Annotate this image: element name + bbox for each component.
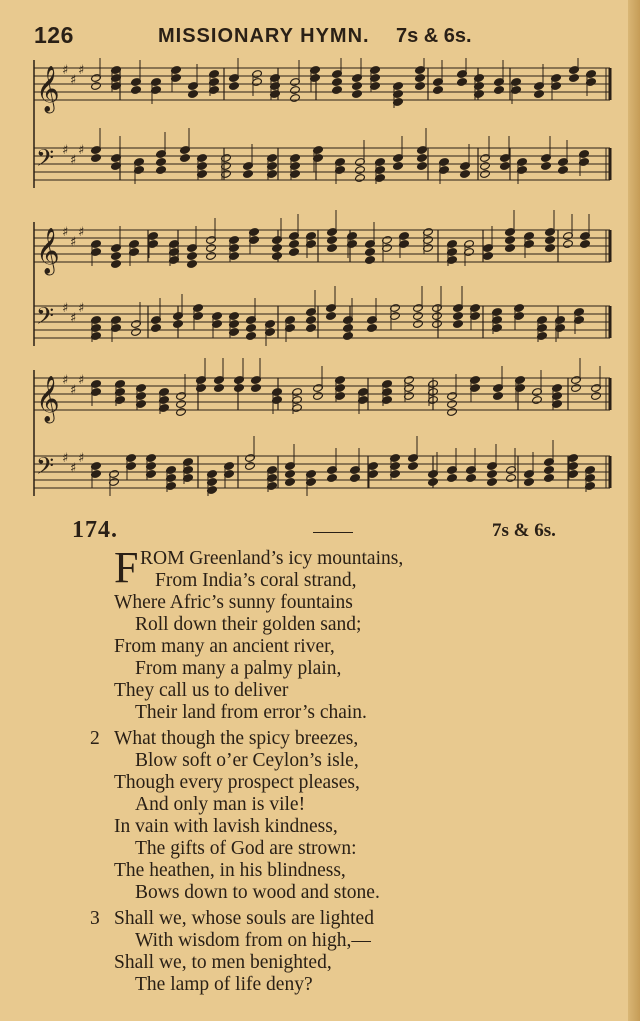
note-head [466, 474, 477, 483]
note-head [365, 248, 376, 257]
verse-line: Bows down to wood and stone. [135, 882, 380, 903]
note-head [196, 384, 207, 393]
note-head [332, 78, 343, 87]
sharp-icon: ♯ [62, 301, 69, 316]
music-score [28, 58, 616, 518]
note-head [563, 240, 574, 249]
note-head [131, 86, 142, 95]
sharp-icon: ♯ [62, 63, 69, 78]
note-head [494, 86, 505, 95]
note-head [243, 170, 254, 179]
note-head [480, 162, 491, 171]
verse-line: Roll down their golden sand; [135, 614, 362, 635]
verse-line: In vain with lavish kindness, [114, 816, 338, 837]
note-head [544, 466, 555, 475]
note-head [206, 252, 217, 261]
verse-line: The heathen, in his blindness, [114, 860, 346, 881]
note-head [246, 332, 257, 341]
note-head [447, 474, 458, 483]
note-head [246, 324, 257, 333]
note-head [355, 174, 366, 183]
note-head [487, 478, 498, 487]
note-head [453, 320, 464, 329]
note-head [365, 256, 376, 265]
note-head [306, 324, 317, 333]
verse-line: What though the spicy breezes, [114, 728, 359, 749]
note-head [285, 470, 296, 479]
note-head [326, 312, 337, 321]
note-head [487, 470, 498, 479]
note-head [545, 244, 556, 253]
hymn-meter: 7s & 6s. [492, 520, 556, 541]
note-head [289, 240, 300, 249]
verse-line: From India’s coral strand, [155, 570, 357, 591]
running-title: MISSIONARY HYMN. [158, 25, 370, 47]
treble-clef-icon: 𝄞 [36, 228, 60, 274]
note-head [505, 236, 516, 245]
note-head [188, 90, 199, 99]
verse-line: Their land from error’s chain. [135, 702, 367, 723]
note-head [173, 320, 184, 329]
note-head [415, 74, 426, 83]
sharp-icon: ♯ [62, 143, 69, 158]
note-head [408, 462, 419, 471]
note-head [413, 312, 424, 321]
sharp-icon: ♯ [78, 373, 85, 388]
note-head [480, 170, 491, 179]
note-head [111, 260, 122, 269]
sharp-icon: ♯ [78, 63, 85, 78]
verse-line: From many a palmy plain, [135, 658, 342, 679]
note-head [313, 392, 324, 401]
page-number: 126 [34, 22, 74, 48]
note-head [214, 384, 225, 393]
sharp-icon: ♯ [78, 225, 85, 240]
note-head [545, 236, 556, 245]
note-head [591, 392, 602, 401]
note-head [544, 474, 555, 483]
note-head [91, 82, 102, 91]
note-head [306, 316, 317, 325]
sharp-icon: ♯ [78, 143, 85, 158]
note-head [251, 384, 262, 393]
note-head [151, 324, 162, 333]
note-head [428, 478, 439, 487]
note-head [447, 400, 458, 409]
sharp-icon: ♯ [70, 153, 77, 168]
note-head [131, 328, 142, 337]
hymn-heading [0, 515, 640, 551]
sharp-icon: ♯ [78, 301, 85, 316]
sharp-icon: ♯ [70, 73, 77, 88]
verse-line: They call us to deliver [114, 680, 289, 701]
sharp-icon: ♯ [62, 373, 69, 388]
hymn-number: 174. [72, 517, 118, 543]
note-head [352, 82, 363, 91]
note-head [187, 260, 198, 269]
note-head [580, 240, 591, 249]
note-head [327, 236, 338, 245]
verse-line: ROM Greenland’s icy mountains, [140, 548, 404, 569]
note-head [393, 162, 404, 171]
note-head [558, 166, 569, 175]
note-head [506, 474, 517, 483]
note-head [285, 478, 296, 487]
note-head [534, 90, 545, 99]
verse-number: 2 [90, 728, 100, 749]
sharp-icon: ♯ [62, 451, 69, 466]
verse-line: From many an ancient river, [114, 636, 335, 657]
sharp-icon: ♯ [70, 383, 77, 398]
note-head [327, 474, 338, 483]
note-head [245, 462, 256, 471]
note-head [156, 158, 167, 167]
note-head [343, 324, 354, 333]
note-head [413, 320, 424, 329]
note-head [352, 90, 363, 99]
page-edge [628, 0, 640, 1021]
running-meter: 7s & 6s. [396, 25, 472, 47]
note-head [483, 252, 494, 261]
verse-line: Where Afric’s sunny fountains [114, 592, 353, 613]
verse-line: Shall we, whose souls are lighted [114, 908, 374, 929]
note-head [500, 162, 511, 171]
note-head [332, 86, 343, 95]
note-head [187, 252, 198, 261]
note-head [111, 252, 122, 261]
note-head [433, 86, 444, 95]
note-head [156, 166, 167, 175]
note-head [493, 392, 504, 401]
sharp-icon: ♯ [70, 235, 77, 250]
note-head [417, 154, 428, 163]
note-head [327, 244, 338, 253]
note-head [206, 244, 217, 253]
note-head [234, 384, 245, 393]
sharp-icon: ♯ [78, 451, 85, 466]
note-head [432, 320, 443, 329]
verse-line: Shall we, to men benighted, [114, 952, 332, 973]
note-head [290, 94, 301, 103]
note-head [91, 154, 102, 163]
note-head [229, 82, 240, 91]
treble-clef-icon: 𝄞 [36, 66, 60, 112]
note-head [367, 324, 378, 333]
note-head [343, 332, 354, 341]
note-head [417, 162, 428, 171]
note-head [289, 248, 300, 257]
note-head [460, 170, 471, 179]
note-head [505, 244, 516, 253]
verse-number: 3 [90, 908, 100, 929]
verse-line: The lamp of life deny? [135, 974, 313, 995]
sharp-icon: ♯ [70, 461, 77, 476]
note-head [532, 396, 543, 405]
note-head [176, 408, 187, 417]
note-head [415, 82, 426, 91]
note-head [355, 166, 366, 175]
verse-line: And only man is vile! [135, 794, 306, 815]
note-head [272, 252, 283, 261]
note-head [350, 474, 361, 483]
running-header [0, 22, 640, 58]
sharp-icon: ♯ [70, 311, 77, 326]
note-head [541, 162, 552, 171]
note-head [272, 244, 283, 253]
sharp-icon: ♯ [62, 225, 69, 240]
note-head [457, 78, 468, 87]
note-head [180, 154, 191, 163]
note-head [290, 86, 301, 95]
heading-rule [313, 532, 353, 533]
verse-line: With wisdom from on high,— [135, 930, 371, 951]
note-head [432, 312, 443, 321]
verse-line: The gifts of God are strown: [135, 838, 357, 859]
bass-clef-icon: 𝄢 [36, 144, 55, 177]
drop-cap: F [114, 543, 139, 592]
note-head [453, 312, 464, 321]
note-head [447, 408, 458, 417]
treble-clef-icon: 𝄞 [36, 376, 60, 422]
verse-line: Though every prospect pleases, [114, 772, 360, 793]
bass-clef-icon: 𝄢 [36, 302, 55, 335]
note-head [571, 384, 582, 393]
note-head [569, 74, 580, 83]
bass-clef-icon: 𝄢 [36, 452, 55, 485]
verse-line: Blow soft o’er Ceylon’s isle, [135, 750, 359, 771]
note-head [524, 478, 535, 487]
note-head [176, 400, 187, 409]
